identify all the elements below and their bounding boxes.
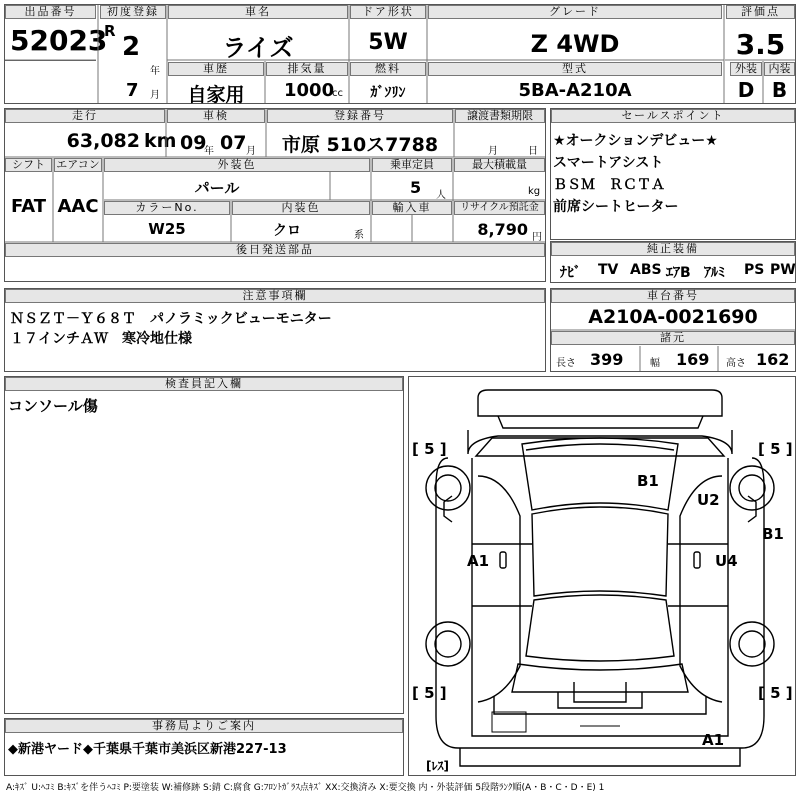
equip-navi: ﾅﾋﾞ xyxy=(560,265,581,281)
dims-label: 諸元 xyxy=(551,331,795,345)
model-label: 型式 xyxy=(428,62,722,76)
inspection-label: 車検 xyxy=(167,109,265,123)
sales-points-label: セールスポイント xyxy=(551,109,795,123)
first-reg-label: 初度登録 xyxy=(100,5,166,19)
transfer-label: 譲渡書類期限 xyxy=(455,109,545,123)
displacement-unit: cc xyxy=(332,88,343,99)
damage-mark-roof: B1 xyxy=(637,472,659,490)
int-score: B xyxy=(771,78,788,102)
later-parts-label: 後日発送部品 xyxy=(5,243,545,257)
inspection-month: 07 xyxy=(220,132,247,154)
registration-label: 登録番号 xyxy=(267,109,453,123)
office-text: ◆新港ヤード◆千葉県千葉市美浜区新港227-13 xyxy=(8,742,287,757)
width-label: 幅 xyxy=(650,358,660,369)
capacity: 5 xyxy=(410,178,422,197)
car-diagram xyxy=(408,376,796,776)
sales-point-3: ＢＳＭ ＲＣＴＡ xyxy=(553,177,665,193)
tire-rl: [ 5 ] xyxy=(412,684,447,702)
grade-label: グレード xyxy=(428,5,722,19)
aircon: AAC xyxy=(57,196,99,217)
recycle-label: リサイクル預託金 xyxy=(454,201,545,215)
displacement-label: 排気量 xyxy=(266,62,348,76)
lot-label: 出品番号 xyxy=(5,5,96,19)
notes-label: 注意事項欄 xyxy=(5,289,545,303)
equip-ps: PS xyxy=(744,262,765,278)
fuel-label: 燃料 xyxy=(350,62,426,76)
office-label: 事務局よりご案内 xyxy=(5,719,403,733)
damage-mark-rear: A1 xyxy=(702,731,725,749)
mileage: 63,082 xyxy=(66,130,140,152)
history: 自家用 xyxy=(187,84,245,106)
ext-score: D xyxy=(737,78,755,102)
model: 5BA-A210A xyxy=(518,80,632,101)
inspector-box xyxy=(4,376,404,714)
damage-legend: A:ｷｽﾞ U:ﾍｺﾐ B:ｷｽﾞを伴うﾍｺﾐ P:要塗装 W:補修跡 S:錆 C:腐食 G:ﾌﾛﾝﾄｶﾞﾗｽ点ｷｽﾞ XX:交換済み X:要交換 内・外装評価 5段階ﾗﾝｸ順(A・B・C・D・E) 1 xyxy=(6,783,605,793)
mileage-unit: km xyxy=(144,130,177,152)
score-label: 評価点 xyxy=(726,5,795,19)
equip-tv: TV xyxy=(598,262,619,278)
equip-pw: PW xyxy=(770,262,796,278)
notes-line-1: ＮＳＺＴ－Ｙ６８Ｔ パノラミックビューモニター xyxy=(10,311,332,327)
int-score-label: 内装 xyxy=(764,62,795,76)
height: 162 xyxy=(756,350,790,369)
max-load-unit: kg xyxy=(528,186,541,197)
damage-mark-right-mirror: B1 xyxy=(762,525,784,543)
sales-point-2: スマートアシスト xyxy=(553,155,664,171)
sales-point-4: 前席シートヒーター xyxy=(553,199,679,215)
tire-rr: [ 5 ] xyxy=(758,684,793,702)
car-name: ライズ xyxy=(222,34,294,62)
capacity-label: 乗車定員 xyxy=(372,158,452,172)
shift: FAT xyxy=(10,196,47,217)
inspection-year-unit: 年 xyxy=(204,146,214,157)
first-reg-era: R xyxy=(104,22,116,40)
history-label: 車歴 xyxy=(168,62,264,76)
ext-score-label: 外装 xyxy=(730,62,762,76)
notes-line-2: １７インチＡＷ 寒冷地仕様 xyxy=(10,331,192,347)
sales-point-1: ★オークションデビュー★ xyxy=(553,133,718,149)
shift-label: シフト xyxy=(5,158,52,172)
int-color-label: 内装色 xyxy=(232,201,370,215)
chassis-label: 車台番号 xyxy=(551,289,795,303)
import-label: 輸入車 xyxy=(372,201,452,215)
tire-fr: [ 5 ] xyxy=(758,440,793,458)
max-load-label: 最大積載量 xyxy=(454,158,545,172)
transfer-day-unit: 日 xyxy=(528,146,538,157)
color-no: W25 xyxy=(148,220,186,238)
car-name-label: 車名 xyxy=(168,5,348,19)
first-reg-month: 7 xyxy=(126,80,139,101)
int-color: クロ xyxy=(273,223,301,239)
registration: 市原 510ス7788 xyxy=(281,134,439,156)
door-type: 5W xyxy=(368,30,408,55)
score-value: 3.5 xyxy=(735,28,786,61)
transfer-month-unit: 月 xyxy=(488,146,498,157)
ext-color: パール xyxy=(194,179,240,197)
inspection-year: 09 xyxy=(180,132,207,154)
recycle-unit: 円 xyxy=(532,232,542,243)
int-color-unit: 系 xyxy=(354,230,364,241)
first-reg-year: 2 xyxy=(122,32,141,62)
inspector-text: コンソール傷 xyxy=(8,397,98,415)
fuel: ｶﾞｿﾘﾝ xyxy=(370,85,406,101)
grade: Z 4WD xyxy=(530,30,620,58)
color-no-label: カラーNo. xyxy=(104,201,230,215)
chassis-number: A210A-0021690 xyxy=(588,306,758,328)
lot-number: 52023 xyxy=(10,24,108,57)
door-label: ドア形状 xyxy=(350,5,426,19)
damage-mark-right-door: U4 xyxy=(715,552,738,570)
equipment-label: 純正装備 xyxy=(551,242,795,256)
dims-grid xyxy=(0,0,800,380)
capacity-unit: 人 xyxy=(436,190,446,201)
displacement: 1000 xyxy=(284,80,335,101)
length: 399 xyxy=(590,350,624,369)
damage-mark-right-front: U2 xyxy=(697,491,720,509)
ext-color-label: 外装色 xyxy=(104,158,370,172)
equip-airbag: ｴｱB xyxy=(666,265,691,281)
equip-abs: ABS xyxy=(630,262,662,278)
damage-mark-left-door: A1 xyxy=(467,552,490,570)
inspection-month-unit: 月 xyxy=(246,146,256,157)
equip-alloy: ｱﾙﾐ xyxy=(704,265,725,281)
tire-fl: [ 5 ] xyxy=(412,440,447,458)
length-label: 長さ xyxy=(556,358,576,369)
spare-tire-les: [ﾚｽ] xyxy=(426,759,449,773)
first-reg-year-unit: 年 xyxy=(150,66,160,77)
inspector-label: 検査員記入欄 xyxy=(5,377,403,391)
height-label: 高さ xyxy=(726,358,746,369)
width: 169 xyxy=(676,350,710,369)
first-reg-month-unit: 月 xyxy=(150,90,160,101)
mileage-label: 走行 xyxy=(5,109,165,123)
recycle: 8,790 xyxy=(477,220,528,239)
aircon-label: エアコン xyxy=(54,158,102,172)
